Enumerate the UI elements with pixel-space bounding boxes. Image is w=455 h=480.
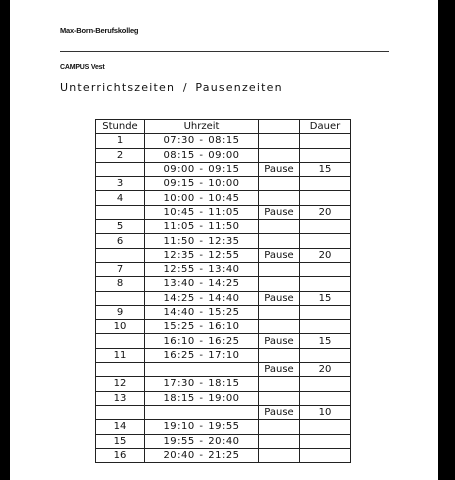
table-row (96, 434, 351, 448)
cell-uhrzeit (145, 405, 259, 419)
cell-pause (259, 262, 300, 276)
cell-uhrzeit: 20:40 - 21:25 (145, 448, 259, 462)
cell-stunde: 11 (96, 348, 145, 362)
cell-dauer (300, 277, 351, 291)
table-row (96, 305, 351, 319)
cell-uhrzeit: 10:45 - 11:05 (145, 205, 259, 219)
cell-dauer (300, 134, 351, 148)
cell-uhrzeit: 12:55 - 13:40 (145, 262, 259, 276)
cell-dauer (300, 434, 351, 448)
cell-dauer (300, 448, 351, 462)
cell-pause: Pause (259, 405, 300, 419)
table-row (96, 148, 351, 162)
table-row (96, 177, 351, 191)
table-row (96, 448, 351, 462)
cell-stunde: 12 (96, 377, 145, 391)
table-row (96, 262, 351, 276)
cell-stunde: 16 (96, 448, 145, 462)
cell-uhrzeit: 16:10 - 16:25 (145, 334, 259, 348)
cell-pause (259, 191, 300, 205)
cell-dauer (300, 177, 351, 191)
cell-dauer: 15 (300, 334, 351, 348)
cell-dauer: 10 (300, 405, 351, 419)
cell-dauer (300, 420, 351, 434)
cell-stunde (96, 334, 145, 348)
cell-stunde (96, 205, 145, 219)
cell-pause (259, 434, 300, 448)
cell-pause (259, 148, 300, 162)
cell-pause (259, 234, 300, 248)
table-row (96, 348, 351, 362)
cell-pause (259, 320, 300, 334)
cell-stunde: 8 (96, 277, 145, 291)
cell-dauer (300, 348, 351, 362)
cell-dauer (300, 377, 351, 391)
cell-dauer (300, 320, 351, 334)
table-row (96, 162, 351, 176)
table-row (96, 191, 351, 205)
cell-uhrzeit: 18:15 - 19:00 (145, 391, 259, 405)
cell-stunde: 9 (96, 305, 145, 319)
table-row (96, 205, 351, 219)
cell-stunde: 1 (96, 134, 145, 148)
cell-stunde: 2 (96, 148, 145, 162)
table-row (96, 220, 351, 234)
table-header-row (96, 120, 351, 134)
cell-dauer (300, 262, 351, 276)
cell-uhrzeit: 12:35 - 12:55 (145, 248, 259, 262)
cell-stunde: 6 (96, 234, 145, 248)
cell-pause (259, 220, 300, 234)
cell-dauer: 15 (300, 291, 351, 305)
cell-dauer (300, 234, 351, 248)
cell-pause (259, 420, 300, 434)
column-header-dauer: Dauer (300, 120, 351, 134)
school-name: Max-Born-Berufskolleg (60, 26, 139, 35)
cell-uhrzeit: 09:00 - 09:15 (145, 162, 259, 176)
page-title: Unterrichtszeiten / Pausenzeiten (60, 81, 283, 94)
cell-pause: Pause (259, 291, 300, 305)
table-row (96, 320, 351, 334)
cell-uhrzeit: 19:55 - 20:40 (145, 434, 259, 448)
cell-pause (259, 305, 300, 319)
table-row (96, 377, 351, 391)
cell-pause (259, 177, 300, 191)
cell-uhrzeit: 08:15 - 09:00 (145, 148, 259, 162)
table-row (96, 363, 351, 377)
table-row (96, 248, 351, 262)
cell-stunde: 15 (96, 434, 145, 448)
cell-uhrzeit: 07:30 - 08:15 (145, 134, 259, 148)
cell-stunde: 13 (96, 391, 145, 405)
column-header-uhrzeit: Uhrzeit (145, 120, 259, 134)
cell-dauer: 20 (300, 248, 351, 262)
cell-pause: Pause (259, 248, 300, 262)
cell-stunde: 7 (96, 262, 145, 276)
cell-dauer (300, 148, 351, 162)
cell-uhrzeit: 16:25 - 17:10 (145, 348, 259, 362)
cell-uhrzeit: 10:00 - 10:45 (145, 191, 259, 205)
cell-uhrzeit: 13:40 - 14:25 (145, 277, 259, 291)
cell-pause: Pause (259, 162, 300, 176)
cell-dauer (300, 305, 351, 319)
cell-pause: Pause (259, 205, 300, 219)
schedule-table (95, 119, 351, 463)
cell-stunde (96, 405, 145, 419)
table-row (96, 405, 351, 419)
cell-uhrzeit: 11:05 - 11:50 (145, 220, 259, 234)
table-row (96, 334, 351, 348)
cell-stunde (96, 291, 145, 305)
cell-pause (259, 391, 300, 405)
cell-dauer (300, 191, 351, 205)
cell-pause (259, 448, 300, 462)
cell-uhrzeit: 15:25 - 16:10 (145, 320, 259, 334)
cell-pause (259, 348, 300, 362)
cell-pause (259, 134, 300, 148)
cell-pause (259, 277, 300, 291)
cell-dauer (300, 220, 351, 234)
header-divider (60, 51, 389, 52)
cell-stunde: 3 (96, 177, 145, 191)
table-row (96, 134, 351, 148)
campus-name: CAMPUS Vest (60, 64, 105, 71)
table-row (96, 277, 351, 291)
cell-stunde: 5 (96, 220, 145, 234)
cell-pause: Pause (259, 334, 300, 348)
cell-stunde (96, 162, 145, 176)
cell-pause: Pause (259, 363, 300, 377)
cell-dauer: 20 (300, 205, 351, 219)
table-row (96, 291, 351, 305)
cell-uhrzeit: 14:40 - 15:25 (145, 305, 259, 319)
cell-dauer (300, 391, 351, 405)
cell-pause (259, 377, 300, 391)
cell-stunde (96, 363, 145, 377)
cell-stunde: 14 (96, 420, 145, 434)
cell-stunde: 4 (96, 191, 145, 205)
column-header-stunde: Stunde (96, 120, 145, 134)
column-header-pause (259, 120, 300, 134)
cell-stunde: 10 (96, 320, 145, 334)
cell-uhrzeit (145, 363, 259, 377)
cell-uhrzeit: 14:25 - 14:40 (145, 291, 259, 305)
cell-uhrzeit: 19:10 - 19:55 (145, 420, 259, 434)
table-row (96, 420, 351, 434)
table-row (96, 391, 351, 405)
table-row (96, 234, 351, 248)
cell-uhrzeit: 17:30 - 18:15 (145, 377, 259, 391)
cell-uhrzeit: 11:50 - 12:35 (145, 234, 259, 248)
table-body (96, 134, 351, 463)
cell-stunde (96, 248, 145, 262)
cell-dauer: 20 (300, 363, 351, 377)
cell-dauer: 15 (300, 162, 351, 176)
cell-uhrzeit: 09:15 - 10:00 (145, 177, 259, 191)
